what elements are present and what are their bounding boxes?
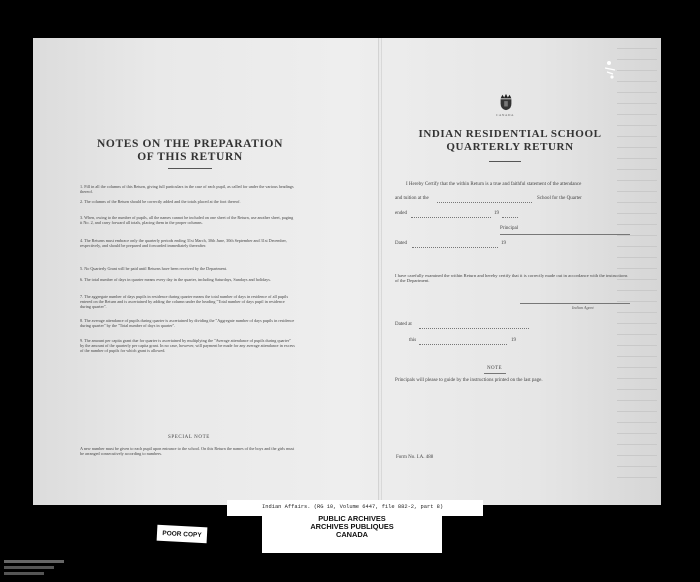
pa-line1: PUBLIC ARCHIVES	[318, 514, 386, 523]
dated-field[interactable]	[412, 247, 498, 248]
bottom-left-fine-print	[4, 560, 64, 575]
examined-text: I have carefully examined the within Return and hereby certify that it is correctly made out in accordance with the instructions of the Department.	[395, 273, 628, 284]
ended-year-field[interactable]	[502, 217, 518, 218]
dated-at-field[interactable]	[419, 328, 529, 329]
year-19-ended: 19	[494, 211, 499, 216]
right-title-line1: INDIAN RESIDENTIAL SCHOOL	[418, 128, 602, 140]
special-note-heading: SPECIAL NOTE	[168, 435, 210, 440]
indian-agent-label: Indian Agent	[572, 305, 594, 310]
public-archives-text	[262, 515, 442, 540]
pa-line2: ARCHIVES PUBLIQUES	[310, 522, 394, 532]
asterisk-mark-icon	[603, 58, 619, 80]
note-5: 5. No Quarterly Grant will be paid until Returns have been received by the Department.	[80, 266, 227, 271]
ended-date-field[interactable]	[411, 217, 491, 218]
pa-line3: CANADA	[335, 530, 369, 540]
this-day-field[interactable]	[419, 344, 507, 345]
left-title-line2: OF THIS RETURN	[137, 151, 243, 163]
note-heading: NOTE	[487, 366, 502, 371]
note-text: Principals will please to guide by the instructions printed on the last page.	[395, 378, 543, 383]
left-title-rule	[168, 168, 212, 169]
indian-agent-signature-line[interactable]	[520, 303, 630, 304]
left-title-line1: NOTES ON THE PREPARATION	[97, 138, 283, 150]
tuition-label: and tuition at the	[395, 196, 429, 201]
principal-label: Principal	[500, 226, 519, 231]
note-heading-rule	[484, 373, 506, 374]
year-19-dated: 19	[501, 241, 506, 246]
principal-signature-line[interactable]	[500, 234, 630, 235]
archive-citation: Indian Affairs. (RG 10, Volume 6447, file 882-2, part 8)	[262, 504, 444, 510]
special-note-text: A new number must be given to each pupil upon entrance to the school. On this Return the names of the boys and the girls must be arranged consecutively according to numbers.	[80, 446, 295, 457]
margin-marks	[603, 58, 619, 82]
left-page-title	[90, 138, 290, 164]
note-9: 9. The amount per capita grant due for quarter is ascertained by multiplying the "Average attendance of pupils during quarter" by the amount of the quarterly per capita grant. In no case, however, will payment be made for any average attendance in excess of the number of pupils for which grant is allowed.	[80, 338, 295, 354]
this-label: this	[409, 338, 417, 343]
note-3: 3. When, owing to the number of pupils, all the names cannot be included on one sheet of the Return, use another sheet, paging it No. 2, and carry forward all totals, placing them in the proper columns.	[80, 215, 294, 226]
right-title-line2: QUARTERLY RETURN	[446, 141, 574, 153]
poor-copy-label: POOR COPY	[157, 525, 208, 544]
dated-label: Dated	[395, 241, 407, 246]
school-name-field[interactable]	[437, 202, 532, 203]
coat-of-arms-crest	[497, 93, 515, 111]
page-fold	[378, 38, 382, 505]
crest-label: CANADA	[496, 113, 514, 117]
ended-label: ended	[395, 211, 407, 216]
form-number: Form No. I.A. 488	[396, 455, 434, 460]
bleed-through-lines	[611, 38, 661, 505]
note-6: 6. The total number of days in quarter means every day in the quarter, including Saturdays, Sundays and holidays.	[80, 277, 271, 282]
year-19-this: 19	[511, 338, 516, 343]
school-for-quarter-label: School for the Quarter	[537, 196, 582, 201]
right-title-rule	[489, 161, 521, 162]
note-7: 7. The aggregate number of days pupils in residence during quarter means the total number of days in residence of all pupils entered on the Return and is ascertained by adding the column under the heading "Total number of days pupil in residence during quarter".	[80, 294, 289, 310]
right-page-title	[410, 128, 610, 154]
note-2: 2. The columns of the Return should be correctly added and the totals placed at the foot thereof.	[80, 199, 241, 204]
note-4: 4. The Returns must embrace only the quarterly periods ending 31st March, 30th June, 30th September and 31st December, respectively, and should be prepared and forwarded immediately thereafter.	[80, 238, 287, 249]
dated-at-label: Dated at	[395, 322, 412, 327]
note-1: 1. Fill in all the columns of this Return, giving full particulars in the case of each pupil, as called for under the various headings thereof.	[80, 184, 294, 195]
document-scan	[33, 38, 661, 505]
certify-text: I Hereby Certify that the within Return is a true and faithful statement of the attendance	[406, 182, 582, 187]
note-8: 8. The average attendance of pupils during quarter is ascertained by dividing the "Aggregate number of days pupils in residence during quarter" by the "Total number of days in quarter".	[80, 318, 295, 329]
